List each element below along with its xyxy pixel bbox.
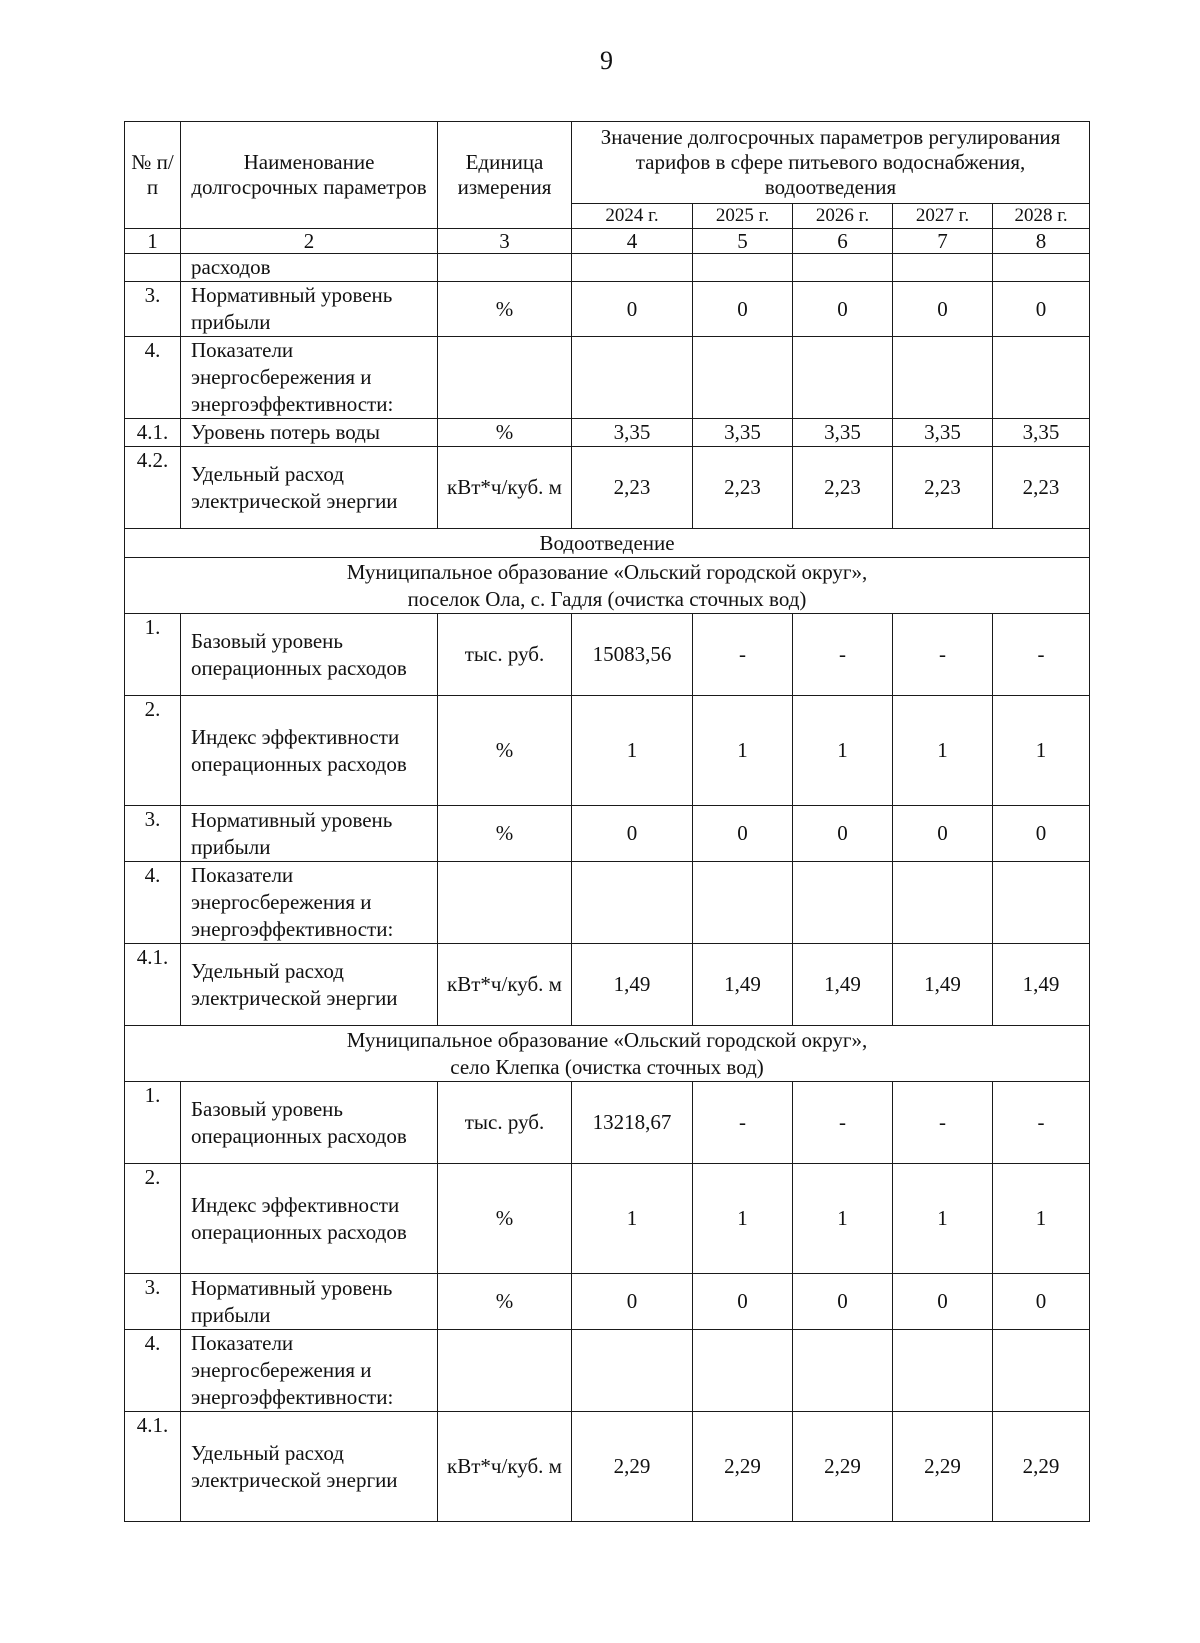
row-number: 3.: [125, 1274, 181, 1330]
value-cell: -: [793, 614, 893, 696]
header-year: 2024 г.: [572, 204, 693, 229]
value-cell: 0: [993, 806, 1090, 862]
parameter-name: Базовый уровень операционных расходов: [181, 1082, 438, 1164]
parameter-name: Нормативный уровень прибыли: [181, 1274, 438, 1330]
value-cell: 2,29: [993, 1412, 1090, 1522]
row-number: 2.: [125, 696, 181, 806]
value-cell: 2,23: [993, 447, 1090, 529]
value-cell: [893, 1330, 993, 1412]
row-number: 4.: [125, 337, 181, 419]
table-row: [125, 254, 1090, 282]
value-cell: 1: [793, 696, 893, 806]
value-cell: 3,35: [793, 419, 893, 447]
row-number: [125, 254, 181, 282]
header-year: 2028 г.: [993, 204, 1090, 229]
column-number: 8: [993, 229, 1090, 254]
parameter-name: Индекс эффективности операционных расходов: [181, 1164, 438, 1274]
column-number: 5: [693, 229, 793, 254]
table-row: [125, 419, 1090, 447]
row-number: 4.: [125, 1330, 181, 1412]
value-cell: 3,35: [693, 419, 793, 447]
value-cell: 1,49: [572, 944, 693, 1026]
parameter-name: Индекс эффективности операционных расходов: [181, 696, 438, 806]
value-cell: [893, 862, 993, 944]
parameter-name: Удельный расход электрической энергии: [181, 447, 438, 529]
table-row: [125, 1274, 1090, 1330]
section-row: [125, 529, 1090, 558]
value-cell: 1,49: [693, 944, 793, 1026]
value-cell: 0: [693, 282, 793, 337]
unit-cell: тыс. руб.: [438, 1082, 572, 1164]
parameter-name: Показатели энергосбережения и энергоэффективности:: [181, 1330, 438, 1412]
section-row: [125, 558, 1090, 614]
table-row: [125, 1164, 1090, 1274]
value-cell: [572, 862, 693, 944]
unit-cell: кВт*ч/куб. м: [438, 1412, 572, 1522]
header-year: 2027 г.: [893, 204, 993, 229]
value-cell: 3,35: [993, 419, 1090, 447]
unit-cell: [438, 1330, 572, 1412]
value-cell: 0: [893, 1274, 993, 1330]
header-year: 2025 г.: [693, 204, 793, 229]
value-cell: [572, 337, 693, 419]
value-cell: 0: [993, 282, 1090, 337]
value-cell: 1: [993, 1164, 1090, 1274]
value-cell: [793, 1330, 893, 1412]
unit-cell: [438, 254, 572, 282]
value-cell: [693, 862, 793, 944]
parameter-name: Базовый уровень операционных расходов: [181, 614, 438, 696]
value-cell: [793, 862, 893, 944]
value-cell: [693, 254, 793, 282]
row-number: 4.2.: [125, 447, 181, 529]
table-row: [125, 1330, 1090, 1412]
header-values: Значение долгосрочных параметров регулирования тарифов в сфере питьевого водоснабжения, водоотведения: [572, 122, 1090, 204]
value-cell: 0: [993, 1274, 1090, 1330]
unit-cell: %: [438, 696, 572, 806]
parameter-name: расходов: [181, 254, 438, 282]
value-cell: 3,35: [572, 419, 693, 447]
value-cell: 1: [993, 696, 1090, 806]
table-row: [125, 614, 1090, 696]
row-number: 4.1.: [125, 944, 181, 1026]
value-cell: 0: [793, 1274, 893, 1330]
value-cell: [993, 337, 1090, 419]
value-cell: [693, 337, 793, 419]
value-cell: 0: [693, 1274, 793, 1330]
section-title: [125, 558, 1090, 614]
section-title-line: поселок Ола, с. Гадля (очистка сточных вод): [407, 586, 807, 611]
row-number: 4.1.: [125, 1412, 181, 1522]
value-cell: -: [693, 1082, 793, 1164]
section-title-line: Водоотведение: [539, 530, 675, 555]
parameter-name: Удельный расход электрической энергии: [181, 944, 438, 1026]
value-cell: 1: [572, 1164, 693, 1274]
value-cell: [693, 1330, 793, 1412]
value-cell: 3,35: [893, 419, 993, 447]
column-number: 2: [181, 229, 438, 254]
value-cell: 2,23: [793, 447, 893, 529]
unit-cell: %: [438, 1274, 572, 1330]
value-cell: 0: [572, 1274, 693, 1330]
section-title: [125, 1026, 1090, 1082]
value-cell: 0: [893, 282, 993, 337]
row-number: 1.: [125, 1082, 181, 1164]
parameter-name: Удельный расход электрической энергии: [181, 1412, 438, 1522]
column-number: 6: [793, 229, 893, 254]
value-cell: 15083,56: [572, 614, 693, 696]
value-cell: 2,23: [893, 447, 993, 529]
column-number: 7: [893, 229, 993, 254]
tariff-parameters-table: [124, 121, 1090, 1522]
value-cell: 1,49: [793, 944, 893, 1026]
value-cell: 0: [572, 806, 693, 862]
parameter-name: Уровень потерь воды: [181, 419, 438, 447]
value-cell: 13218,67: [572, 1082, 693, 1164]
unit-cell: %: [438, 419, 572, 447]
table-row: [125, 282, 1090, 337]
value-cell: [793, 337, 893, 419]
value-cell: 1: [893, 1164, 993, 1274]
parameter-name: Показатели энергосбережения и энергоэффективности:: [181, 862, 438, 944]
value-cell: 0: [693, 806, 793, 862]
value-cell: [572, 1330, 693, 1412]
value-cell: -: [993, 1082, 1090, 1164]
parameter-name: Нормативный уровень прибыли: [181, 806, 438, 862]
row-number: 1.: [125, 614, 181, 696]
parameter-name: Нормативный уровень прибыли: [181, 282, 438, 337]
unit-cell: [438, 862, 572, 944]
parameter-name: Показатели энергосбережения и энергоэффективности:: [181, 337, 438, 419]
unit-cell: кВт*ч/куб. м: [438, 447, 572, 529]
value-cell: [893, 337, 993, 419]
value-cell: [993, 862, 1090, 944]
value-cell: [572, 254, 693, 282]
header-num: № п/п: [125, 122, 181, 229]
value-cell: [793, 254, 893, 282]
unit-cell: %: [438, 1164, 572, 1274]
value-cell: 2,29: [893, 1412, 993, 1522]
value-cell: 1: [793, 1164, 893, 1274]
value-cell: -: [993, 614, 1090, 696]
section-title-line: Муниципальное образование «Ольский городской округ»,: [346, 1027, 868, 1052]
value-cell: -: [893, 1082, 993, 1164]
value-cell: 0: [793, 806, 893, 862]
row-number: 4.: [125, 862, 181, 944]
table-row: [125, 337, 1090, 419]
table-row: [125, 1082, 1090, 1164]
table-row: [125, 696, 1090, 806]
value-cell: 1: [693, 1164, 793, 1274]
section-title: [125, 529, 1090, 558]
row-number: 3.: [125, 282, 181, 337]
section-title-line: Муниципальное образование «Ольский городской округ»,: [346, 559, 868, 584]
unit-cell: [438, 337, 572, 419]
value-cell: 1: [893, 696, 993, 806]
value-cell: -: [793, 1082, 893, 1164]
value-cell: 1: [572, 696, 693, 806]
unit-cell: %: [438, 282, 572, 337]
table-row: [125, 862, 1090, 944]
column-number: 4: [572, 229, 693, 254]
value-cell: 1,49: [893, 944, 993, 1026]
row-number: 4.1.: [125, 419, 181, 447]
page-number: 9: [600, 46, 613, 75]
table-row: [125, 447, 1090, 529]
column-number: 3: [438, 229, 572, 254]
table-row: [125, 944, 1090, 1026]
column-number: 1: [125, 229, 181, 254]
value-cell: 2,29: [793, 1412, 893, 1522]
row-number: 3.: [125, 806, 181, 862]
value-cell: 1,49: [993, 944, 1090, 1026]
value-cell: 2,29: [693, 1412, 793, 1522]
header-name: Наименование долгосрочных параметров: [181, 122, 438, 229]
unit-cell: %: [438, 806, 572, 862]
header-year: 2026 г.: [793, 204, 893, 229]
table-row: [125, 806, 1090, 862]
header-unit: Единица измерения: [438, 122, 572, 229]
value-cell: 0: [893, 806, 993, 862]
value-cell: 1: [693, 696, 793, 806]
unit-cell: кВт*ч/куб. м: [438, 944, 572, 1026]
section-title-line: село Клепка (очистка сточных вод): [450, 1054, 764, 1079]
table-row: [125, 1412, 1090, 1522]
section-row: [125, 1026, 1090, 1082]
value-cell: 0: [572, 282, 693, 337]
value-cell: [893, 254, 993, 282]
unit-cell: тыс. руб.: [438, 614, 572, 696]
value-cell: [993, 1330, 1090, 1412]
value-cell: 2,23: [572, 447, 693, 529]
value-cell: 2,23: [693, 447, 793, 529]
value-cell: 2,29: [572, 1412, 693, 1522]
value-cell: -: [693, 614, 793, 696]
value-cell: [993, 254, 1090, 282]
row-number: 2.: [125, 1164, 181, 1274]
value-cell: -: [893, 614, 993, 696]
value-cell: 0: [793, 282, 893, 337]
